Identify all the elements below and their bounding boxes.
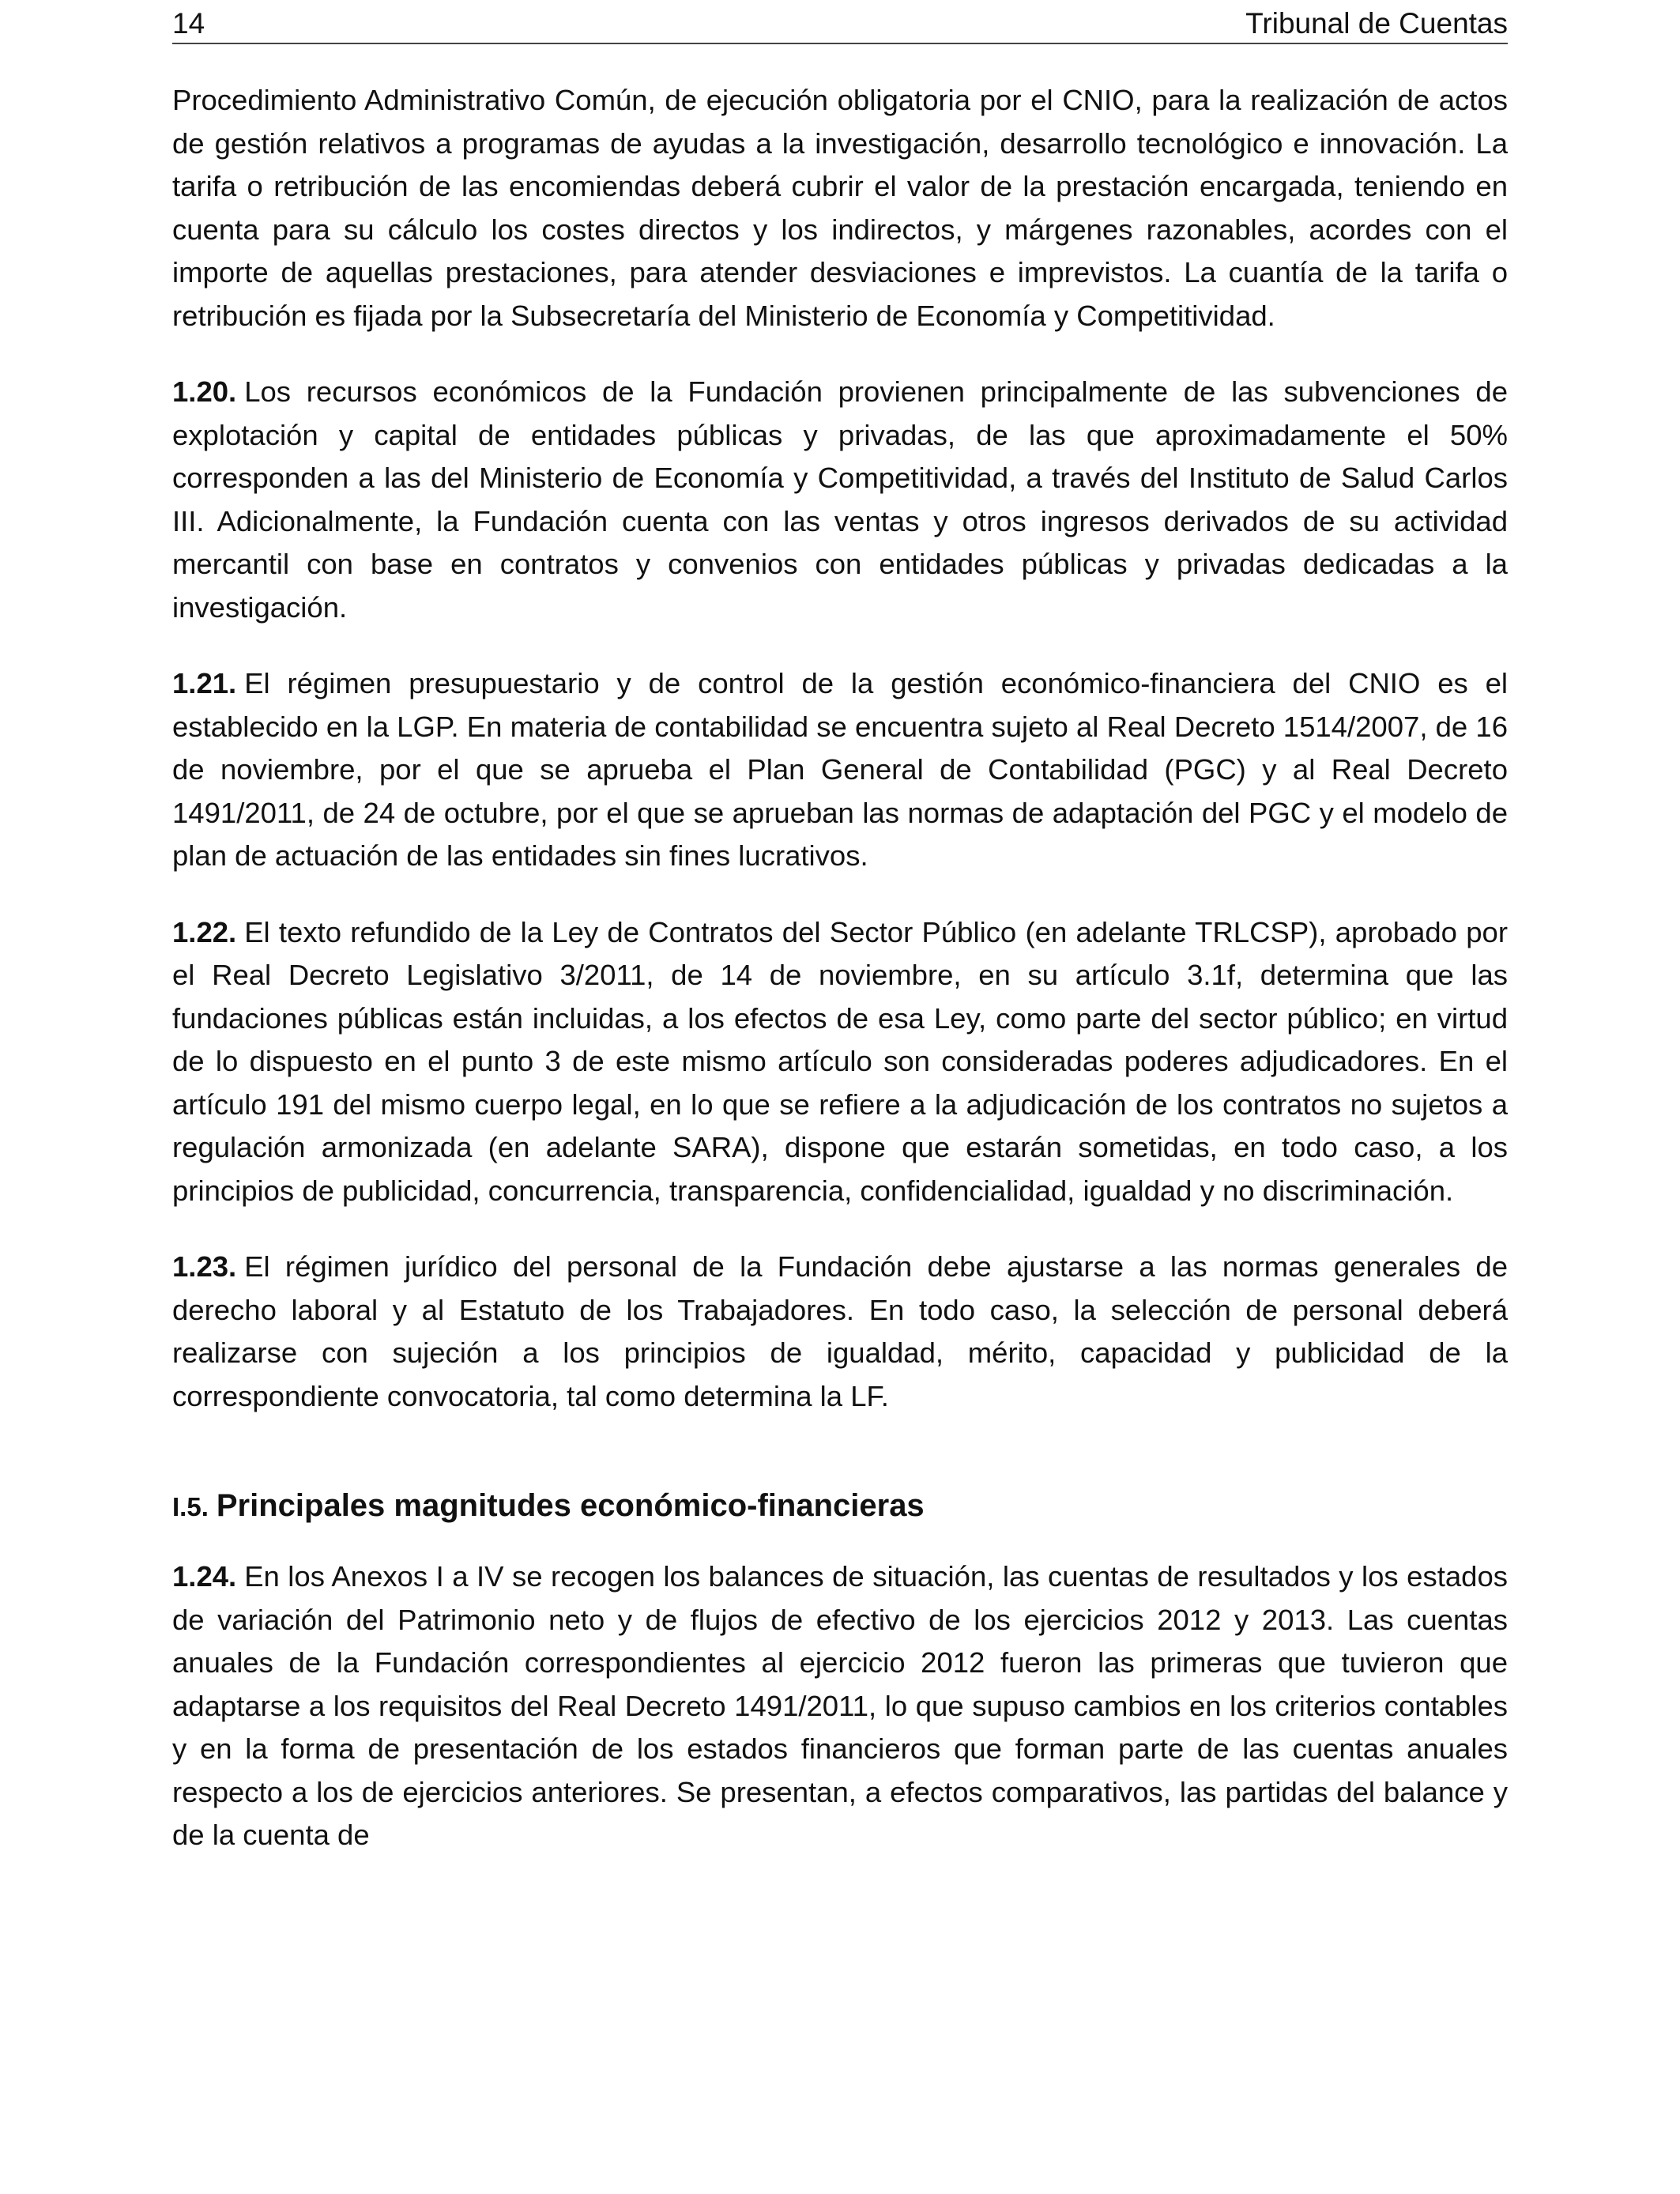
paragraph-1-21 — [172, 662, 1508, 878]
paragraph-text: El régimen presupuestario y de control de la gestión económico-financiera del CNIO es el establecido en la LGP. En materia de contabilidad se encuentra sujeto al Real Decreto 1514/2007, de 16 de noviembre, por el que se aprueba el Plan General de Contabilidad (PGC) y al Real Decreto 1491/2011, de 24 de octubre, por el que se aprueban las normas de adaptación del PGC y el modelo de plan de actuación de las entidades sin fines lucrativos. — [172, 667, 1508, 872]
paragraph-text: Procedimiento Administrativo Común, de ejecución obligatoria por el CNIO, para la realización de actos de gestión relativos a programas de ayudas a la investigación, desarrollo tecnológico e innovación. La tarifa o retribución de las encomiendas deberá cubrir el valor de la prestación encargada, teniendo en cuenta para su cálculo los costes directos y los indirectos, y márgenes razonables, acordes con el importe de aquellas prestaciones, para atender desviaciones e imprevistos. La cuantía de la tarifa o retribución es fijada por la Subsecretaría del Ministerio de Economía y Competitividad. — [172, 84, 1508, 332]
paragraph-1-22 — [172, 911, 1508, 1213]
page-number: 14 — [172, 7, 205, 40]
section-heading — [172, 1486, 1508, 1527]
paragraph-text: Los recursos económicos de la Fundación provienen principalmente de las subvenciones de explotación y capital de entidades públicas y privadas, de las que aproximadamente el 50% corresponden a las del Ministerio de Economía y Competitividad, a través del Instituto de Salud Carlos III. Adicionalmente, la Fundación cuenta con las ventas y otros ingresos derivados de su actividad mercantil con base en contratos y convenios con entidades públicas y privadas dedicadas a la investigación. — [172, 375, 1508, 624]
paragraph-number: 1.22. — [172, 915, 237, 948]
paragraph-1-20 — [172, 371, 1508, 629]
paragraph-text: El régimen jurídico del personal de la Fundación debe ajustarse a las normas generales de derecho laboral y al Estatuto de los Trabajadores. En todo caso, la selección de personal deberá realizarse con sujeción a los principios de igualdad, mérito, capacidad y publicidad de la correspondiente convocatoria, tal como determina la LF. — [172, 1250, 1508, 1412]
section-title: Principales magnitudes económico-financieras — [216, 1488, 925, 1523]
paragraph-1-23 — [172, 1246, 1508, 1418]
page-header — [172, 5, 1508, 44]
running-title: Tribunal de Cuentas — [1245, 7, 1508, 40]
section-number: I.5. — [172, 1492, 209, 1521]
paragraph-number: 1.23. — [172, 1250, 237, 1283]
paragraph-number: 1.21. — [172, 667, 237, 699]
document-body — [172, 79, 1508, 1891]
paragraph-1-24 — [172, 1555, 1508, 1857]
paragraph-number: 1.20. — [172, 375, 237, 408]
paragraph-text: En los Anexos I a IV se recogen los balances de situación, las cuentas de resultados y los estados de variación del Patrimonio neto y de flujos de efectivo de los ejercicios 2012 y 2013. Las cuentas anuales de la Fundación correspondientes al ejercicio 2012 fueron las primeras que tuvieron que adaptarse a los requisitos del Real Decreto 1491/2011, lo que supuso cambios en los criterios contables y en la forma de presentación de los estados financieros que forman parte de las cuentas anuales respecto a los de ejercicios anteriores. Se presentan, a efectos comparativos, las partidas del balance y de la cuenta de — [172, 1560, 1508, 1851]
paragraph-continuation — [172, 79, 1508, 337]
paragraph-number: 1.24. — [172, 1560, 237, 1593]
paragraph-text: El texto refundido de la Ley de Contratos del Sector Público (en adelante TRLCSP), aprobado por el Real Decreto Legislativo 3/2011, de 14 de noviembre, en su artículo 3.1f, determina que las fundaciones públicas están incluidas, a los efectos de esa Ley, como parte del sector público; en virtud de lo dispuesto en el punto 3 de este mismo artículo son consideradas poderes adjudicadores. En el artículo 191 del mismo cuerpo legal, en lo que se refiere a la adjudicación de los contratos no sujetos a regulación armonizada (en adelante SARA), dispone que estarán sometidas, en todo caso, a los principios de publicidad, concurrencia, transparencia, confidencialidad, igualdad y no discriminación. — [172, 915, 1508, 1207]
